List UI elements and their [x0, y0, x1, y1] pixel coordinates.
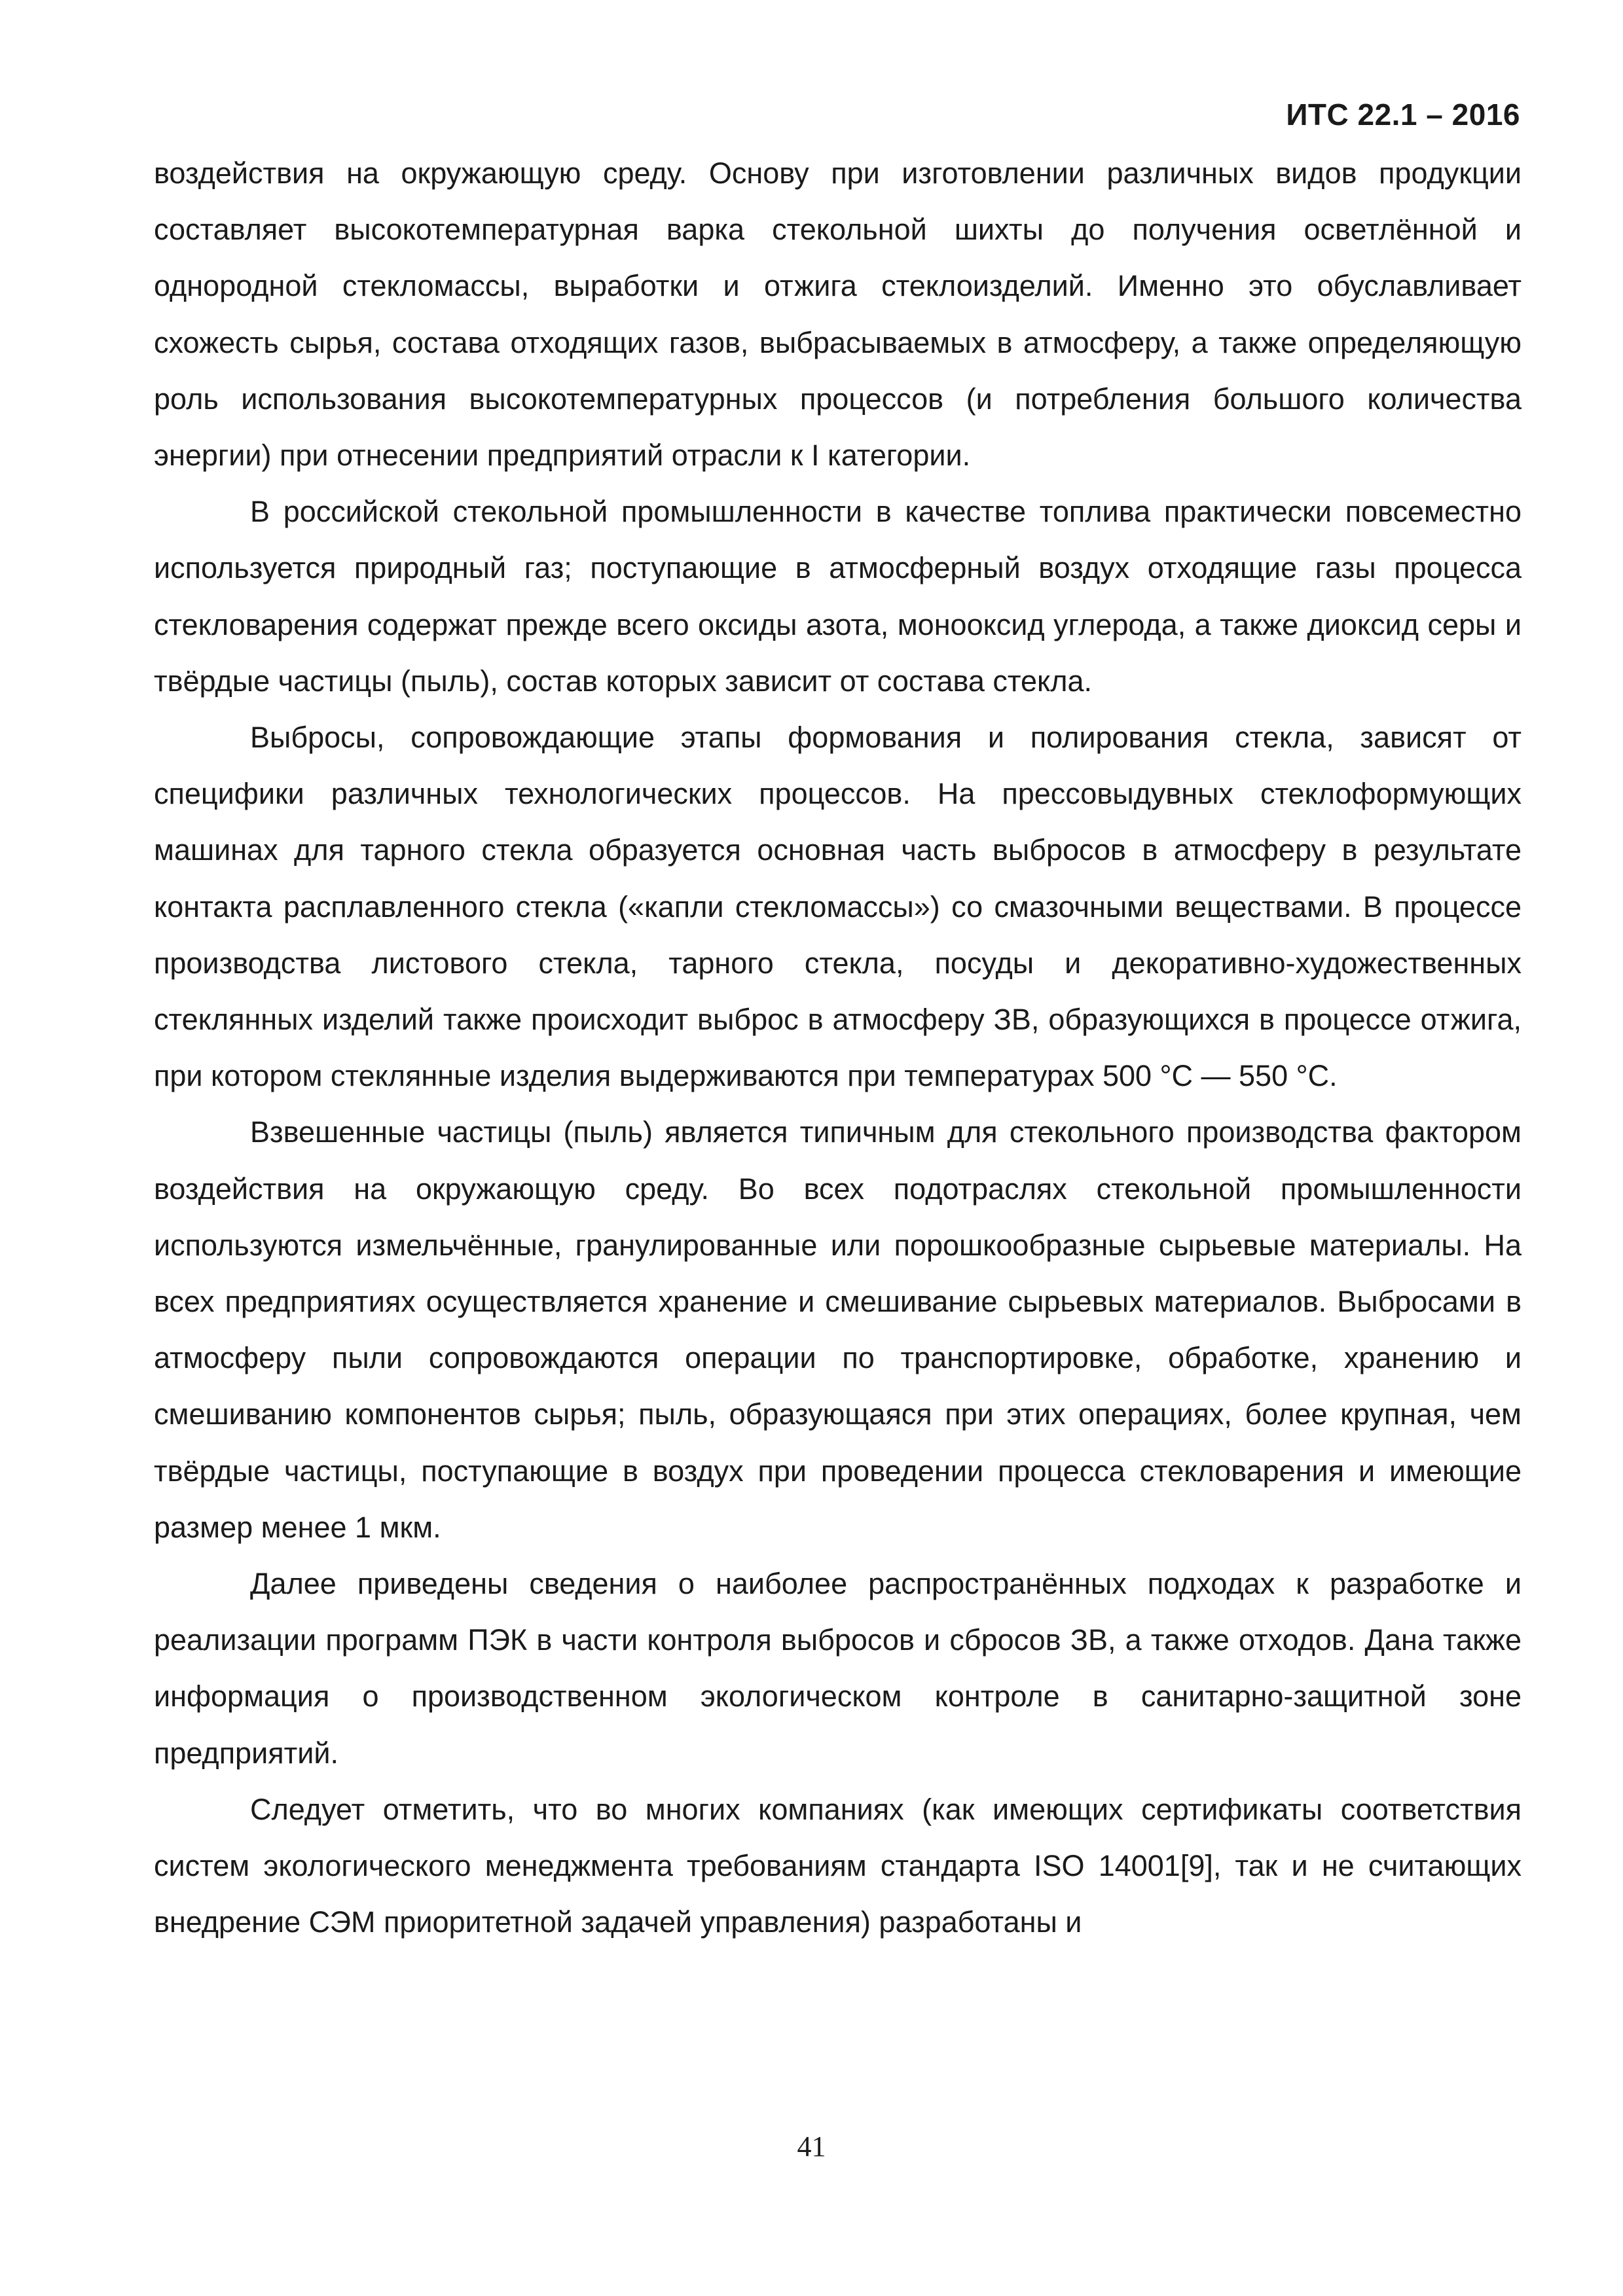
paragraph-continuation: воздействия на окружающую среду. Основу при изготовлении различных видов продукции составляет высокотемпературная варка стекольной шихты до получения осветлённой и однородной стекломассы, выработки и отжига стеклоизделий. Именно это обуславливает схожесть сырья, состава отходящих газов, выбрасываемых в атмосферу, а также определяющую роль использования высокотемпературных процессов (и потребления большого количества энергии) при отнесении предприятий отрасли к I категории. [154, 156, 1522, 473]
paragraph-companies-note: Следует отметить, что во многих компаниях (как имеющих сертификаты соответствия систем экологического менеджмента требованиям стандарта ISO 14001[9], так и не считающих внедрение СЭМ приоритетной задачей управления) разработаны и [154, 1792, 1522, 1939]
paragraph-fuel-emissions: В российской стекольной промышленности в качестве топлива практически повсеместно используется природный газ; поступающие в атмосферный воздух отходящие газы процесса стекловарения содержат прежде всего оксиды азота, монооксид углерода, а также диоксид серы и твёрдые частицы (пыль), состав которых зависит от состава стекла. [154, 495, 1522, 698]
paragraph-forming-emissions: Выбросы, сопровождающие этапы формования и полирования стекла, зависят от специфики различных технологических процессов. На прессовыдувных стеклоформующих машинах для тарного стекла образуется основная часть выбросов в атмосферу в результате контакта расплавленного стекла («капли стекломассы») со смазочными веществами. В процессе производства листового стекла, тарного стекла, посуды и декоративно-художественных стеклянных изделий также происходит выброс в атмосферу ЗВ, образующихся в процессе отжига, при котором стеклянные изделия выдерживаются при температурах 500 °С — 550 °С. [154, 721, 1522, 1093]
paragraph-dust-particles: Взвешенные частицы (пыль) является типичным для стекольного производства фактором воздействия на окружающую среду. Во всех подотраслях стекольной промышленности используются измельчённые, гранулированные или порошкообразные сырьевые материалы. На всех предприятиях осуществляется хранение и смешивание сырьевых материалов. Выбросами в атмосферу пыли сопровождаются операции по транспортировке, обработке, хранению и смешиванию компонентов сырья; пыль, образующаяся при этих операциях, более крупная, чем твёрдые частицы, поступающие в воздух при проведении процесса стекловарения и имеющие размер менее 1 мкм. [154, 1115, 1522, 1544]
paragraph-pek-programs: Далее приведены сведения о наиболее распространённых подходах к разработке и реализации программ ПЭК в части контроля выбросов и сбросов ЗВ, а также отходов. Дана также информация о производственном экологическом контроле в санитарно-защитной зоне предприятий. [154, 1567, 1522, 1770]
page-number: 41 [797, 2130, 826, 2162]
document-code-header: ИТС 22.1 – 2016 [1286, 98, 1520, 132]
document-body [154, 145, 1522, 1951]
